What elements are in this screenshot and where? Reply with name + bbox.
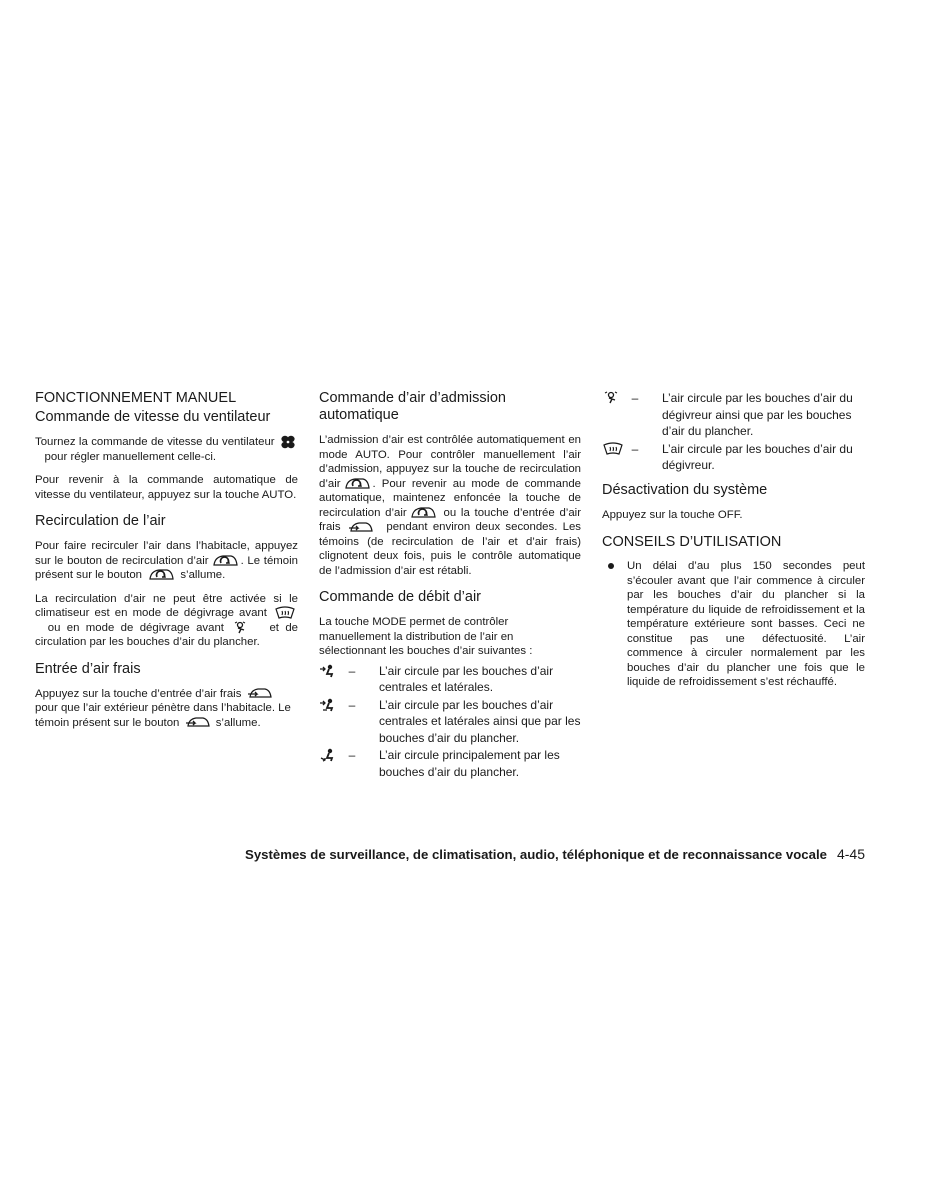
dash: – xyxy=(631,391,639,405)
defrost-floor-icon xyxy=(232,621,248,635)
mode-item xyxy=(319,697,581,747)
tip-item xyxy=(602,559,865,690)
fresh-air-heading: Entrée d’air frais xyxy=(35,660,141,677)
airflow-heading: Commande de débit d’air xyxy=(319,589,482,606)
recirculation-paragraph-2: La recirculation d’air ne peut être activée si le climatiseur est en mode de dégivrage avant ou en mode de dégivrage avant et de circulation par les bouches d’air du plancher. xyxy=(35,592,298,649)
defrost-floor-icon xyxy=(602,391,620,406)
tip-text: Un délai d’au plus 150 secondes peut s’écouler avant que l’air commence à circuler par les bouches d’air du plancher si la température du liquide de refroidissement et la température extérieure sont basses. Ceci ne constitue pas une défectuosité. L’air commence à circuler normalement par les bouches d’air du plancher une fois que le liquide de refroidissement s’est réchauffé. xyxy=(627,560,865,688)
tips-heading: CONSEILS D’UTILISATION xyxy=(602,534,782,550)
column-3 xyxy=(602,390,865,690)
dash: – xyxy=(348,697,356,712)
recirculation-icon xyxy=(343,477,371,491)
recirculation-icon xyxy=(147,568,175,582)
mode-text: L’air circule par les bouches d’air du dégivreur. xyxy=(662,441,853,472)
mode-text: L’air circule par les bouches d’air centrales et latérales. xyxy=(379,663,554,695)
defrost-icon xyxy=(602,442,624,456)
footer-title: Systèmes de surveillance, de climatisation, audio, téléphonique et de reconnaissance vocale xyxy=(245,847,827,862)
mode-item xyxy=(319,747,581,780)
section-title: FONCTIONNEMENT MANUEL xyxy=(35,390,237,406)
recirculation-icon xyxy=(211,554,239,568)
airflow-intro: La touche MODE permet de contrôler manuellement la distribution de l’air en sélectionnant les bouches d’air suivantes : xyxy=(319,616,533,658)
column-2 xyxy=(319,390,581,781)
dash: – xyxy=(348,663,356,678)
deactivation-paragraph: Appuyez sur la touche OFF. xyxy=(602,508,743,521)
mode-text: L’air circule par les bouches d’air centrales et latérales ainsi que par les bouches d’air du plancher. xyxy=(379,697,581,745)
front-defrost-icon xyxy=(274,606,296,620)
fresh-air-paragraph: Appuyez sur la touche d’entrée d’air frais pour que l’air extérieur pénètre dans l’habitacle. Le témoin présent sur le bouton s’allume. xyxy=(35,687,291,729)
recirculation-heading: Recirculation de l’air xyxy=(35,513,166,530)
deactivation-heading: Désactivation du système xyxy=(602,481,768,498)
fan-speed-paragraph-2: Pour revenir à la commande automatique de vitesse du ventilateur, appuyez sur la touche AUTO. xyxy=(35,474,298,501)
mode-item xyxy=(602,441,865,474)
fresh-air-icon xyxy=(185,716,211,729)
vent-face-icon xyxy=(319,664,337,678)
fan-speed-heading: Commande de vitesse du ventilateur xyxy=(35,409,271,425)
dash: – xyxy=(348,748,356,763)
vent-bilevel-icon xyxy=(319,698,337,712)
auto-intake-heading: Commande d’air d’admission automatique xyxy=(319,390,506,423)
mode-text: L’air circule par les bouches d’air du dégivreur ainsi que par les bouches d’air du plancher. xyxy=(662,391,853,438)
fresh-air-icon xyxy=(348,521,374,534)
mode-item xyxy=(319,663,581,696)
vent-floor-icon xyxy=(319,748,337,762)
auto-intake-paragraph: L’admission d’air est contrôlée automatiquement en mode AUTO. Pour contrôler manuellement l’air d’admission, appuyez sur la touche de recirculation d’air . Pour revenir au mode de commande automatique, maintenez enfoncée la touche de recirculation d’air ou la touche d’entrée d’air frais pendant environ deux secondes. Les témoins (de recirculation de l’air et d’air frais) clignotent deux fois, puis le contrôle automatique de l’admission d’air est rétabli. xyxy=(319,434,581,577)
mode-item xyxy=(602,390,865,440)
bullet-icon xyxy=(602,559,624,690)
recirculation-icon xyxy=(409,506,437,520)
fresh-air-icon xyxy=(247,687,273,700)
mode-text: L’air circule principalement par les bouches d’air du plancher. xyxy=(379,748,560,779)
page-number: 4-45 xyxy=(836,846,865,862)
page-footer xyxy=(245,846,865,862)
column-1 xyxy=(35,390,298,739)
dash: – xyxy=(631,441,639,456)
fan-speed-paragraph-1: Tournez la commande de vitesse du ventilateur pour régler manuellement celle-ci. xyxy=(35,435,298,464)
fan-icon xyxy=(280,435,296,449)
recirculation-paragraph-1: Pour faire recirculer l’air dans l’habitacle, appuyez sur le bouton de recirculation d’air . Le témoin présent sur le bouton s’allume. xyxy=(35,540,298,582)
